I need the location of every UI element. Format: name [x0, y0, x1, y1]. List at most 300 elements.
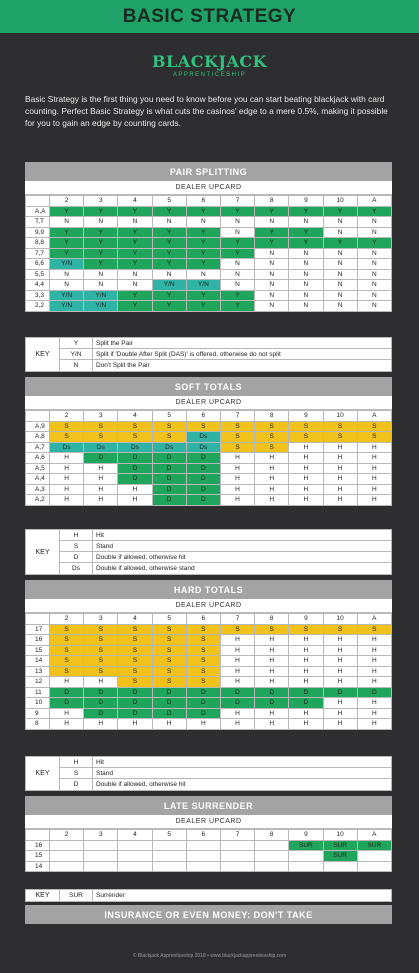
strategy-cell: H [255, 677, 289, 688]
strategy-cell: H [357, 463, 391, 474]
strategy-cell: N [289, 290, 323, 301]
strategy-cell: S [220, 432, 254, 443]
strategy-cell: D [357, 687, 391, 698]
row-label: A,3 [26, 484, 50, 495]
strategy-cell: D [50, 687, 84, 698]
upcard-header-cell: 2 [50, 411, 84, 422]
upcard-header-cell: 7 [220, 411, 254, 422]
strategy-cell: S [186, 421, 220, 432]
strategy-cell: H [118, 719, 152, 730]
strategy-cell: S [255, 442, 289, 453]
strategy-cell: H [323, 666, 357, 677]
strategy-cell: Ds [186, 432, 220, 443]
strategy-cell: S [84, 645, 118, 656]
strategy-cell: SUR [289, 840, 323, 851]
strategy-cell: H [255, 463, 289, 474]
strategy-cell: H [50, 719, 84, 730]
strategy-cell: Y [289, 206, 323, 217]
strategy-cell: N [323, 301, 357, 312]
upcard-header-cell: 7 [220, 196, 254, 207]
strategy-cell: H [255, 645, 289, 656]
strategy-cell [220, 851, 254, 862]
strategy-cell: H [220, 677, 254, 688]
strategy-cell: H [50, 708, 84, 719]
strategy-cell: Y/N [50, 290, 84, 301]
strategy-cell: Y [118, 259, 152, 270]
strategy-cell: Y [186, 238, 220, 249]
upcard-header-row [26, 196, 392, 207]
strategy-cell: H [50, 474, 84, 485]
strategy-cell: S [152, 432, 186, 443]
strategy-cell: N [357, 259, 391, 270]
strategy-cell: Y/N [186, 280, 220, 291]
strategy-cell: S [152, 624, 186, 635]
pair-splitting-header [25, 162, 392, 181]
row-label: 13 [26, 666, 50, 677]
strategy-cell: D [152, 698, 186, 709]
strategy-cell: H [357, 453, 391, 464]
strategy-cell: Y [357, 206, 391, 217]
row-label: A,9 [26, 421, 50, 432]
strategy-cell: H [289, 484, 323, 495]
strategy-cell [84, 851, 118, 862]
strategy-cell: S [84, 421, 118, 432]
strategy-cell: Y [323, 206, 357, 217]
strategy-cell: S [323, 624, 357, 635]
table-row [26, 624, 392, 635]
strategy-cell: Y [220, 238, 254, 249]
upcard-header-cell: 2 [50, 614, 84, 625]
late-surrender-table [25, 815, 392, 872]
logo-main-text: BLACKJACK [152, 52, 267, 71]
strategy-cell [186, 851, 220, 862]
key-description: Don't Split the Pair [96, 362, 150, 369]
strategy-cell: Ds [186, 442, 220, 453]
strategy-cell: H [357, 635, 391, 646]
table-row [26, 495, 392, 506]
strategy-cell: N [357, 217, 391, 228]
table-row [26, 280, 392, 291]
strategy-cell: H [50, 677, 84, 688]
strategy-cell: H [357, 442, 391, 453]
key-row [60, 768, 391, 779]
strategy-cell: Y [118, 206, 152, 217]
strategy-cell: H [357, 656, 391, 667]
strategy-cell: D [152, 474, 186, 485]
strategy-cell: H [357, 474, 391, 485]
row-label: A,A [26, 206, 50, 217]
strategy-cell: H [220, 719, 254, 730]
key-rows [60, 338, 391, 371]
upcard-header-cell: 10 [323, 411, 357, 422]
upcard-header-cell: 9 [289, 614, 323, 625]
strategy-cell: N [255, 280, 289, 291]
strategy-grid [25, 829, 392, 872]
strategy-cell: D [220, 687, 254, 698]
strategy-cell [220, 840, 254, 851]
strategy-cell: N [118, 269, 152, 280]
strategy-cell: Y [220, 206, 254, 217]
strategy-grid [25, 613, 392, 730]
strategy-cell: N [220, 227, 254, 238]
strategy-cell: N [323, 280, 357, 291]
strategy-cell: N [255, 217, 289, 228]
table-row [26, 666, 392, 677]
strategy-cell: H [323, 463, 357, 474]
strategy-cell: H [84, 719, 118, 730]
strategy-cell: Y/N [84, 301, 118, 312]
table-row [26, 301, 392, 312]
key-label: KEY [26, 338, 60, 371]
strategy-cell: H [323, 484, 357, 495]
pair-splitting-key [25, 337, 392, 372]
strategy-cell: S [289, 624, 323, 635]
strategy-cell: S [84, 666, 118, 677]
strategy-cell: Y [255, 206, 289, 217]
dealer-upcard-label: DEALER UPCARD [25, 181, 392, 195]
strategy-cell: H [323, 677, 357, 688]
strategy-cell [323, 861, 357, 872]
table-row [26, 719, 392, 730]
late-surrender-key [25, 889, 392, 902]
upcard-header-cell: A [357, 196, 391, 207]
row-label: 12 [26, 677, 50, 688]
row-label: A,4 [26, 474, 50, 485]
table-row [26, 269, 392, 280]
strategy-cell: Y [289, 227, 323, 238]
strategy-cell: H [289, 708, 323, 719]
strategy-cell: H [323, 719, 357, 730]
strategy-cell: S [50, 656, 84, 667]
key-row [60, 563, 391, 574]
strategy-cell: H [220, 463, 254, 474]
strategy-cell: Y/N [50, 259, 84, 270]
strategy-cell: D [289, 698, 323, 709]
strategy-cell: H [220, 645, 254, 656]
strategy-cell [289, 861, 323, 872]
strategy-cell: H [357, 666, 391, 677]
section-title: LATE SURRENDER [163, 800, 254, 811]
strategy-cell: S [84, 624, 118, 635]
strategy-cell: N [50, 217, 84, 228]
upcard-header-cell: 4 [118, 830, 152, 841]
strategy-cell: S [186, 635, 220, 646]
table-row [26, 484, 392, 495]
strategy-cell: D [118, 698, 152, 709]
strategy-cell [255, 851, 289, 862]
strategy-cell: S [186, 645, 220, 656]
strategy-cell: S [152, 677, 186, 688]
strategy-cell: Y/N [152, 280, 186, 291]
upcard-header-cell: A [357, 830, 391, 841]
upcard-header-cell: 5 [152, 196, 186, 207]
key-description: Split the Pair [96, 339, 133, 347]
strategy-cell: N [84, 280, 118, 291]
strategy-cell: N [289, 301, 323, 312]
strategy-cell: S [255, 421, 289, 432]
strategy-cell: H [323, 442, 357, 453]
upcard-header-cell: 5 [152, 614, 186, 625]
strategy-cell [289, 851, 323, 862]
strategy-cell: N [289, 280, 323, 291]
strategy-cell: D [50, 698, 84, 709]
key-rows [60, 890, 391, 901]
strategy-cell: Y [50, 248, 84, 259]
strategy-cell: Y [152, 238, 186, 249]
strategy-cell [152, 851, 186, 862]
strategy-cell: H [357, 698, 391, 709]
strategy-cell: N [289, 259, 323, 270]
strategy-cell: D [84, 453, 118, 464]
dealer-upcard-label: DEALER UPCARD [25, 815, 392, 829]
strategy-cell [255, 861, 289, 872]
table-row [26, 290, 392, 301]
upcard-header-cell: 8 [255, 614, 289, 625]
row-label: 14 [26, 656, 50, 667]
strategy-cell [186, 861, 220, 872]
strategy-cell: N [357, 227, 391, 238]
strategy-cell: S [50, 666, 84, 677]
upcard-header-cell: 3 [84, 196, 118, 207]
strategy-cell: H [357, 484, 391, 495]
strategy-cell: N [255, 290, 289, 301]
strategy-cell: S [186, 666, 220, 677]
strategy-cell: Y [118, 227, 152, 238]
row-label: A,5 [26, 463, 50, 474]
key-symbol: Y [60, 338, 93, 348]
strategy-cell: S [50, 624, 84, 635]
strategy-cell: D [84, 698, 118, 709]
strategy-cell: S [118, 645, 152, 656]
strategy-cell: Y/N [84, 290, 118, 301]
strategy-cell: Y [118, 290, 152, 301]
key-symbol: SUR [60, 890, 93, 901]
dealer-upcard-label: DEALER UPCARD [25, 396, 392, 410]
key-symbol: H [60, 757, 93, 767]
strategy-cell: N [186, 217, 220, 228]
strategy-cell [50, 861, 84, 872]
upcard-header-cell: 10 [323, 830, 357, 841]
strategy-cell: S [50, 421, 84, 432]
strategy-cell: Y [50, 206, 84, 217]
strategy-cell: D [186, 453, 220, 464]
strategy-cell: D [289, 687, 323, 698]
strategy-cell: N [357, 248, 391, 259]
strategy-cell: Y [186, 290, 220, 301]
strategy-cell: N [323, 227, 357, 238]
strategy-cell: N [255, 269, 289, 280]
footer-credit: © Blackjack Apprenticeship 2018 • www.blackjackapprenticeship.com [132, 953, 287, 959]
row-label: A,8 [26, 432, 50, 443]
strategy-cell [357, 861, 391, 872]
strategy-cell: D [323, 687, 357, 698]
table-row [26, 635, 392, 646]
strategy-cell: H [289, 474, 323, 485]
strategy-cell: H [50, 463, 84, 474]
strategy-cell: H [255, 666, 289, 677]
key-description: Double if allowed, otherwise stand [96, 565, 195, 572]
strategy-cell: Y [186, 248, 220, 259]
strategy-cell: Y [357, 238, 391, 249]
upcard-header-cell: 7 [220, 830, 254, 841]
strategy-cell: H [289, 656, 323, 667]
strategy-cell: D [186, 484, 220, 495]
upcard-header-cell: 4 [118, 196, 152, 207]
row-label: 4,4 [26, 280, 50, 291]
strategy-cell: Y [323, 238, 357, 249]
strategy-cell: H [255, 495, 289, 506]
upcard-header-cell: 8 [255, 411, 289, 422]
strategy-cell: N [84, 269, 118, 280]
strategy-cell: N [152, 269, 186, 280]
strategy-cell: N [220, 259, 254, 270]
upcard-header-cell: 6 [186, 196, 220, 207]
section-title: INSURANCE OR EVEN MONEY: DON'T TAKE [104, 909, 313, 920]
strategy-cell: S [118, 677, 152, 688]
key-rows [60, 757, 391, 790]
strategy-cell: S [118, 624, 152, 635]
key-symbol: H [60, 530, 93, 540]
strategy-cell: Ds [50, 442, 84, 453]
strategy-cell: Y [186, 301, 220, 312]
strategy-cell: H [289, 719, 323, 730]
logo [0, 52, 419, 78]
strategy-cell [186, 840, 220, 851]
table-row [26, 861, 392, 872]
strategy-cell: H [84, 463, 118, 474]
strategy-cell: D [186, 687, 220, 698]
strategy-cell: D [84, 687, 118, 698]
strategy-cell: H [323, 453, 357, 464]
key-row [60, 779, 391, 790]
row-label: 15 [26, 645, 50, 656]
strategy-cell: S [220, 442, 254, 453]
strategy-cell: H [118, 484, 152, 495]
table-row [26, 238, 392, 249]
table-row [26, 259, 392, 270]
strategy-cell: N [289, 269, 323, 280]
key-row [60, 360, 391, 371]
key-row [60, 552, 391, 563]
strategy-cell: Y [289, 238, 323, 249]
strategy-cell: S [255, 624, 289, 635]
key-description: Surrender [96, 892, 125, 899]
strategy-cell: Y [186, 206, 220, 217]
strategy-cell: N [50, 269, 84, 280]
strategy-cell: Y/N [50, 301, 84, 312]
strategy-cell: N [255, 301, 289, 312]
strategy-cell: Y [118, 248, 152, 259]
key-label: KEY [26, 757, 60, 790]
strategy-cell: H [186, 719, 220, 730]
strategy-cell [118, 861, 152, 872]
hard-totals-header [25, 580, 392, 599]
table-row [26, 453, 392, 464]
upcard-header-cell: 2 [50, 196, 84, 207]
row-label: 16 [26, 840, 50, 851]
strategy-cell: S [289, 421, 323, 432]
upcard-header-cell: 3 [84, 614, 118, 625]
strategy-cell [220, 861, 254, 872]
upcard-header-cell: 4 [118, 614, 152, 625]
strategy-cell: H [323, 495, 357, 506]
late-surrender-header [25, 796, 392, 815]
strategy-cell: H [323, 645, 357, 656]
strategy-cell: S [186, 656, 220, 667]
strategy-cell: H [220, 656, 254, 667]
strategy-cell [255, 840, 289, 851]
hard-totals-key [25, 756, 392, 791]
strategy-cell: H [289, 463, 323, 474]
corner-cell [26, 614, 50, 625]
strategy-cell: H [357, 495, 391, 506]
strategy-cell: D [118, 453, 152, 464]
strategy-cell: Y [152, 248, 186, 259]
strategy-cell: S [50, 635, 84, 646]
table-row [26, 463, 392, 474]
strategy-cell: H [152, 719, 186, 730]
strategy-cell: N [255, 248, 289, 259]
strategy-cell: H [289, 666, 323, 677]
corner-cell [26, 411, 50, 422]
strategy-cell: D [118, 708, 152, 719]
row-label: 2,2 [26, 301, 50, 312]
strategy-cell: S [357, 624, 391, 635]
strategy-cell: S [323, 432, 357, 443]
table-row [26, 687, 392, 698]
strategy-cell: H [289, 495, 323, 506]
strategy-cell: S [357, 432, 391, 443]
upcard-header-cell: 3 [84, 411, 118, 422]
strategy-cell: S [118, 432, 152, 443]
upcard-header-cell: 9 [289, 830, 323, 841]
strategy-cell: H [50, 484, 84, 495]
corner-cell [26, 830, 50, 841]
strategy-cell: S [50, 645, 84, 656]
strategy-cell: N [289, 217, 323, 228]
insurance-header [25, 905, 392, 924]
strategy-cell: S [323, 421, 357, 432]
upcard-header-cell: 6 [186, 830, 220, 841]
strategy-cell: H [84, 474, 118, 485]
key-description: Stand [96, 769, 113, 777]
strategy-cell: N [357, 290, 391, 301]
key-description: Double if allowed, otherwise hit [96, 781, 186, 788]
key-label: KEY [26, 890, 60, 901]
strategy-cell: Y [50, 238, 84, 249]
key-row [60, 349, 391, 360]
table-row [26, 217, 392, 228]
upcard-header-cell: 2 [50, 830, 84, 841]
upcard-header-cell: 10 [323, 196, 357, 207]
key-symbol: S [60, 541, 93, 551]
strategy-cell: S [289, 432, 323, 443]
strategy-cell: N [323, 217, 357, 228]
table-row [26, 840, 392, 851]
upcard-header-row [26, 411, 392, 422]
strategy-cell: H [323, 656, 357, 667]
table-row [26, 677, 392, 688]
strategy-cell [357, 851, 391, 862]
strategy-cell: D [152, 495, 186, 506]
key-rows [60, 530, 391, 574]
upcard-header-cell: 4 [118, 411, 152, 422]
section-title: SOFT TOTALS [174, 381, 243, 392]
upcard-header-cell: 9 [289, 196, 323, 207]
strategy-cell: H [289, 442, 323, 453]
strategy-cell: D [255, 687, 289, 698]
row-label: 11 [26, 687, 50, 698]
